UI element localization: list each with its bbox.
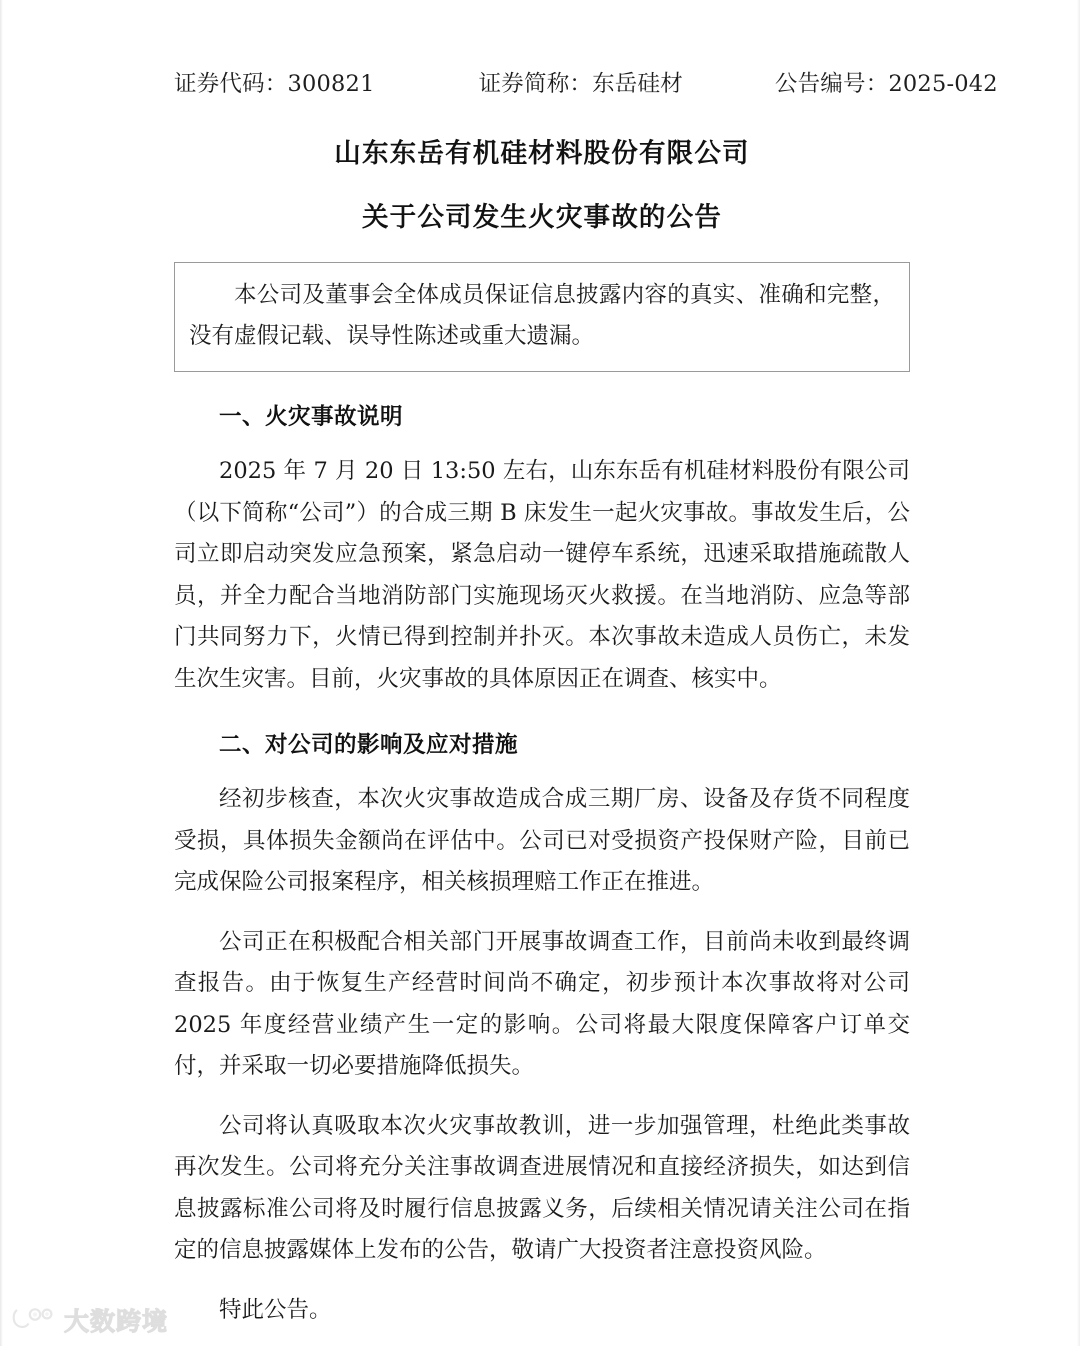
announcement-subject-title: 关于公司发生火灾事故的公告 bbox=[361, 202, 723, 233]
section-heading-fire-accident: 一、火灾事故说明 bbox=[219, 404, 404, 430]
section-2-paragraph-1: 经初步核查，本次火灾事故造成合成三期厂房、设备及存货不同程度受损，具体损失金额尚在评估中。公司已对受损资产投保财产险，目前已完成保险公司报案程序，相关核损理赔工作正在推进。 bbox=[174, 786, 910, 895]
disclaimer-text: 本公司及董事会全体成员保证信息披露内容的真实、准确和完整，没有虚假记载、误导性陈述或重大遗漏。 bbox=[189, 282, 895, 349]
disclaimer-box bbox=[174, 262, 910, 372]
security-code: 证券代码：300821 bbox=[174, 71, 375, 97]
daikua-logo-icon bbox=[10, 1305, 56, 1335]
section-2-paragraph-2: 公司正在积极配合相关部门开展事故调查工作，目前尚未收到最终调查报告。由于恢复生产经营时间尚不确定，初步预计本次事故将对公司 2025 年度经营业绩产生一定的影响。公司将最大限度保障客户订单交付，并采取一切必要措施降低损失。 bbox=[174, 928, 910, 1079]
section-2-paragraph-3: 公司将认真吸取本次火灾事故教训，进一步加强管理，杜绝此类事故再次发生。公司将充分关注事故调查进展情况和直接经济损失，如达到信息披露标准公司将及时履行信息披露义务，后续相关情况请关注公司在指定的信息披露媒体上发布的公告，敬请广大投资者注意投资风险。 bbox=[174, 1112, 910, 1263]
section-1-paragraph-1: 2025 年 7 月 20 日 13:50 左右，山东东岳有机硅材料股份有限公司（以下简称“公司”）的合成三期 B 床发生一起火灾事故。事故发生后，公司立即启动突发应急预案，紧急启动一键停车系统，迅速采取措施疏散人员，并全力配合当地消防部门实施现场灭火救援。在当地消防、应急等部门共同努力下，火情已得到控制并扑灭。本次事故未造成人员伤亡，未发生次生灾害。目前，火灾事故的具体原因正在调查、核实中。 bbox=[174, 458, 910, 692]
closing-statement: 特此公告。 bbox=[219, 1296, 332, 1323]
document-content bbox=[174, 0, 998, 1331]
document-header-row bbox=[174, 66, 998, 98]
security-short-name: 证券简称：东岳硅材 bbox=[478, 71, 683, 97]
watermark-brand-text: 大数跨境 bbox=[64, 1307, 169, 1336]
watermark bbox=[10, 1302, 168, 1338]
section-heading-impact-measures: 二、对公司的影响及应对措施 bbox=[219, 732, 519, 758]
announcement-number: 公告编号：2025-042 bbox=[774, 71, 998, 97]
company-title: 山东东岳有机硅材料股份有限公司 bbox=[334, 138, 750, 169]
